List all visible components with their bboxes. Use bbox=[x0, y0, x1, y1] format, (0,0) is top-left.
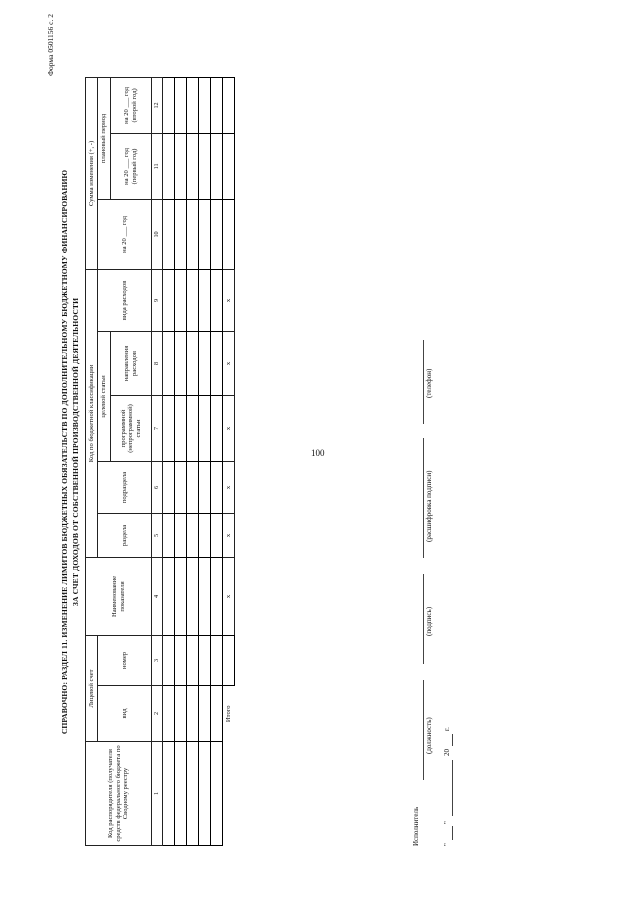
input-cell[interactable] bbox=[175, 331, 187, 395]
header-account: Лицевой счет bbox=[86, 635, 98, 741]
header-account-number: номер bbox=[98, 635, 152, 685]
column-number: 2 bbox=[152, 686, 163, 742]
input-cell[interactable] bbox=[211, 742, 223, 846]
input-cell[interactable] bbox=[175, 742, 187, 846]
input-cell[interactable] bbox=[163, 513, 175, 557]
header-budget-classification: Код по бюджетной классификации bbox=[86, 269, 98, 557]
header-subsection: подраздела bbox=[98, 461, 152, 513]
input-cell[interactable] bbox=[187, 635, 199, 685]
input-cell[interactable] bbox=[175, 77, 187, 133]
position-line[interactable] bbox=[423, 680, 424, 780]
rotated-form-page bbox=[40, 12, 600, 892]
input-cell[interactable] bbox=[187, 557, 199, 635]
input-cell[interactable] bbox=[175, 461, 187, 513]
date-year-prefix: 20 bbox=[443, 749, 451, 756]
input-cell[interactable] bbox=[187, 686, 199, 742]
limits-change-table bbox=[85, 77, 235, 846]
input-cell[interactable] bbox=[223, 199, 235, 269]
input-cell[interactable] bbox=[163, 395, 175, 461]
column-number: 7 bbox=[152, 395, 163, 461]
table-row bbox=[163, 77, 175, 845]
input-cell[interactable] bbox=[199, 557, 211, 635]
input-cell[interactable] bbox=[175, 557, 187, 635]
header-program-item: программной (непрограммной) статьи bbox=[111, 395, 152, 461]
column-number: 3 bbox=[152, 635, 163, 685]
input-cell[interactable] bbox=[199, 395, 211, 461]
total-mark: x bbox=[223, 513, 235, 557]
total-row bbox=[223, 77, 235, 845]
input-cell[interactable] bbox=[163, 331, 175, 395]
input-cell[interactable] bbox=[163, 635, 175, 685]
executor-label: Исполнитель bbox=[412, 806, 420, 846]
input-cell[interactable] bbox=[199, 686, 211, 742]
input-cell[interactable] bbox=[175, 686, 187, 742]
header-year-current: на 20 ___ год bbox=[98, 199, 152, 269]
input-cell[interactable] bbox=[175, 269, 187, 331]
date-month-line[interactable] bbox=[452, 760, 453, 816]
input-cell[interactable] bbox=[223, 635, 235, 685]
input-cell[interactable] bbox=[187, 331, 199, 395]
date-quote-close: " bbox=[443, 821, 451, 824]
total-mark: x bbox=[223, 269, 235, 331]
input-cell[interactable] bbox=[163, 461, 175, 513]
input-cell[interactable] bbox=[211, 557, 223, 635]
phone-line[interactable] bbox=[423, 340, 424, 424]
input-cell[interactable] bbox=[199, 635, 211, 685]
signature-caption: (подпись) bbox=[425, 606, 433, 636]
input-cell[interactable] bbox=[211, 461, 223, 513]
input-cell[interactable] bbox=[187, 742, 199, 846]
header-year-second: на 20 ___ год (второй год) bbox=[111, 77, 152, 133]
input-cell[interactable] bbox=[211, 133, 223, 199]
input-cell[interactable] bbox=[199, 199, 211, 269]
input-cell[interactable] bbox=[187, 77, 199, 133]
input-cell[interactable] bbox=[175, 199, 187, 269]
input-cell[interactable] bbox=[223, 133, 235, 199]
input-cell[interactable] bbox=[211, 395, 223, 461]
input-cell[interactable] bbox=[199, 331, 211, 395]
section-title-line-1: СПРАВОЧНО: РАЗДЕЛ 11. ИЗМЕНЕНИЕ ЛИМИТОВ БЮДЖЕТНЫХ ОБЯЗАТЕЛЬСТВ ПО ДОПОЛНИТЕЛЬНОМУ БЮДЖЕТНОМУ ФИНАНСИРОВАНИЮ bbox=[60, 169, 69, 735]
form-code: Форма 0501156 с. 2 bbox=[46, 14, 55, 76]
table-row bbox=[211, 77, 223, 845]
input-cell[interactable] bbox=[163, 133, 175, 199]
table-row bbox=[199, 77, 211, 845]
header-change-sum: Сумма изменения (+, -) bbox=[86, 77, 98, 269]
input-cell[interactable] bbox=[223, 77, 235, 133]
input-cell[interactable] bbox=[175, 635, 187, 685]
input-cell[interactable] bbox=[187, 395, 199, 461]
header-account-type: вид bbox=[98, 686, 152, 742]
page-number: 100 bbox=[311, 448, 325, 458]
input-cell[interactable] bbox=[163, 199, 175, 269]
decoding-caption: (расшифровка подписи) bbox=[425, 470, 433, 542]
section-title-line-2: ЗА СЧЕТ ДОХОДОВ ОТ СОБСТВЕННОЙ ПРОИЗВОДСТВЕННОЙ ДЕЯТЕЛЬНОСТИ bbox=[71, 297, 80, 607]
input-cell[interactable] bbox=[163, 269, 175, 331]
date-year-line[interactable] bbox=[452, 734, 453, 746]
input-cell[interactable] bbox=[199, 513, 211, 557]
table-row bbox=[187, 77, 199, 845]
total-label: Итого bbox=[224, 705, 232, 723]
total-mark: x bbox=[223, 461, 235, 513]
column-number: 11 bbox=[152, 133, 163, 199]
total-mark: x bbox=[223, 557, 235, 635]
column-number-row bbox=[152, 77, 163, 845]
header-row-2 bbox=[98, 77, 111, 845]
input-cell[interactable] bbox=[187, 199, 199, 269]
total-mark: x bbox=[223, 331, 235, 395]
header-row-1 bbox=[86, 77, 98, 845]
column-number: 12 bbox=[152, 77, 163, 133]
header-recipient-code: Код распорядителя (получателя средств федерального бюджета по Сводному реестру bbox=[86, 742, 152, 846]
input-cell[interactable] bbox=[187, 513, 199, 557]
input-cell[interactable] bbox=[187, 461, 199, 513]
input-cell[interactable] bbox=[211, 513, 223, 557]
input-cell[interactable] bbox=[211, 331, 223, 395]
input-cell[interactable] bbox=[163, 77, 175, 133]
column-number: 9 bbox=[152, 269, 163, 331]
date-day-line[interactable] bbox=[452, 826, 453, 840]
column-number: 6 bbox=[152, 461, 163, 513]
input-cell[interactable] bbox=[199, 77, 211, 133]
input-cell[interactable] bbox=[199, 269, 211, 331]
input-cell[interactable] bbox=[199, 133, 211, 199]
date-suffix: г. bbox=[443, 727, 451, 731]
header-year-first: на 20 ___ год (первый год) bbox=[111, 133, 152, 199]
input-cell[interactable] bbox=[211, 686, 223, 742]
column-number: 1 bbox=[152, 742, 163, 846]
input-cell[interactable] bbox=[163, 557, 175, 635]
input-cell[interactable] bbox=[175, 133, 187, 199]
input-cell[interactable] bbox=[175, 513, 187, 557]
input-cell[interactable] bbox=[211, 199, 223, 269]
input-cell[interactable] bbox=[211, 77, 223, 133]
phone-caption: (телефон) bbox=[425, 368, 433, 398]
input-cell[interactable] bbox=[163, 686, 175, 742]
input-cell[interactable] bbox=[187, 133, 199, 199]
signature-line[interactable] bbox=[423, 574, 424, 664]
decoding-line[interactable] bbox=[423, 438, 424, 558]
header-section: раздела bbox=[98, 513, 152, 557]
input-cell[interactable] bbox=[211, 635, 223, 685]
total-mark: x bbox=[223, 395, 235, 461]
input-cell[interactable] bbox=[175, 395, 187, 461]
table-row bbox=[175, 77, 187, 845]
column-number: 4 bbox=[152, 557, 163, 635]
header-plan-period: плановый период bbox=[98, 77, 111, 199]
column-number: 5 bbox=[152, 513, 163, 557]
date-quote-open: " bbox=[443, 843, 451, 846]
input-cell[interactable] bbox=[199, 742, 211, 846]
input-cell[interactable] bbox=[187, 269, 199, 331]
header-indicator-name: Наименование показателя bbox=[86, 557, 152, 635]
input-cell[interactable] bbox=[211, 269, 223, 331]
header-expense-direction: направления расходов bbox=[111, 331, 152, 395]
header-target-item: целевой статьи bbox=[98, 331, 111, 461]
input-cell[interactable] bbox=[163, 742, 175, 846]
column-number: 10 bbox=[152, 199, 163, 269]
position-caption: (должность) bbox=[425, 717, 433, 754]
input-cell[interactable] bbox=[199, 461, 211, 513]
header-expense-type: вида расходов bbox=[98, 269, 152, 331]
column-number: 8 bbox=[152, 331, 163, 395]
